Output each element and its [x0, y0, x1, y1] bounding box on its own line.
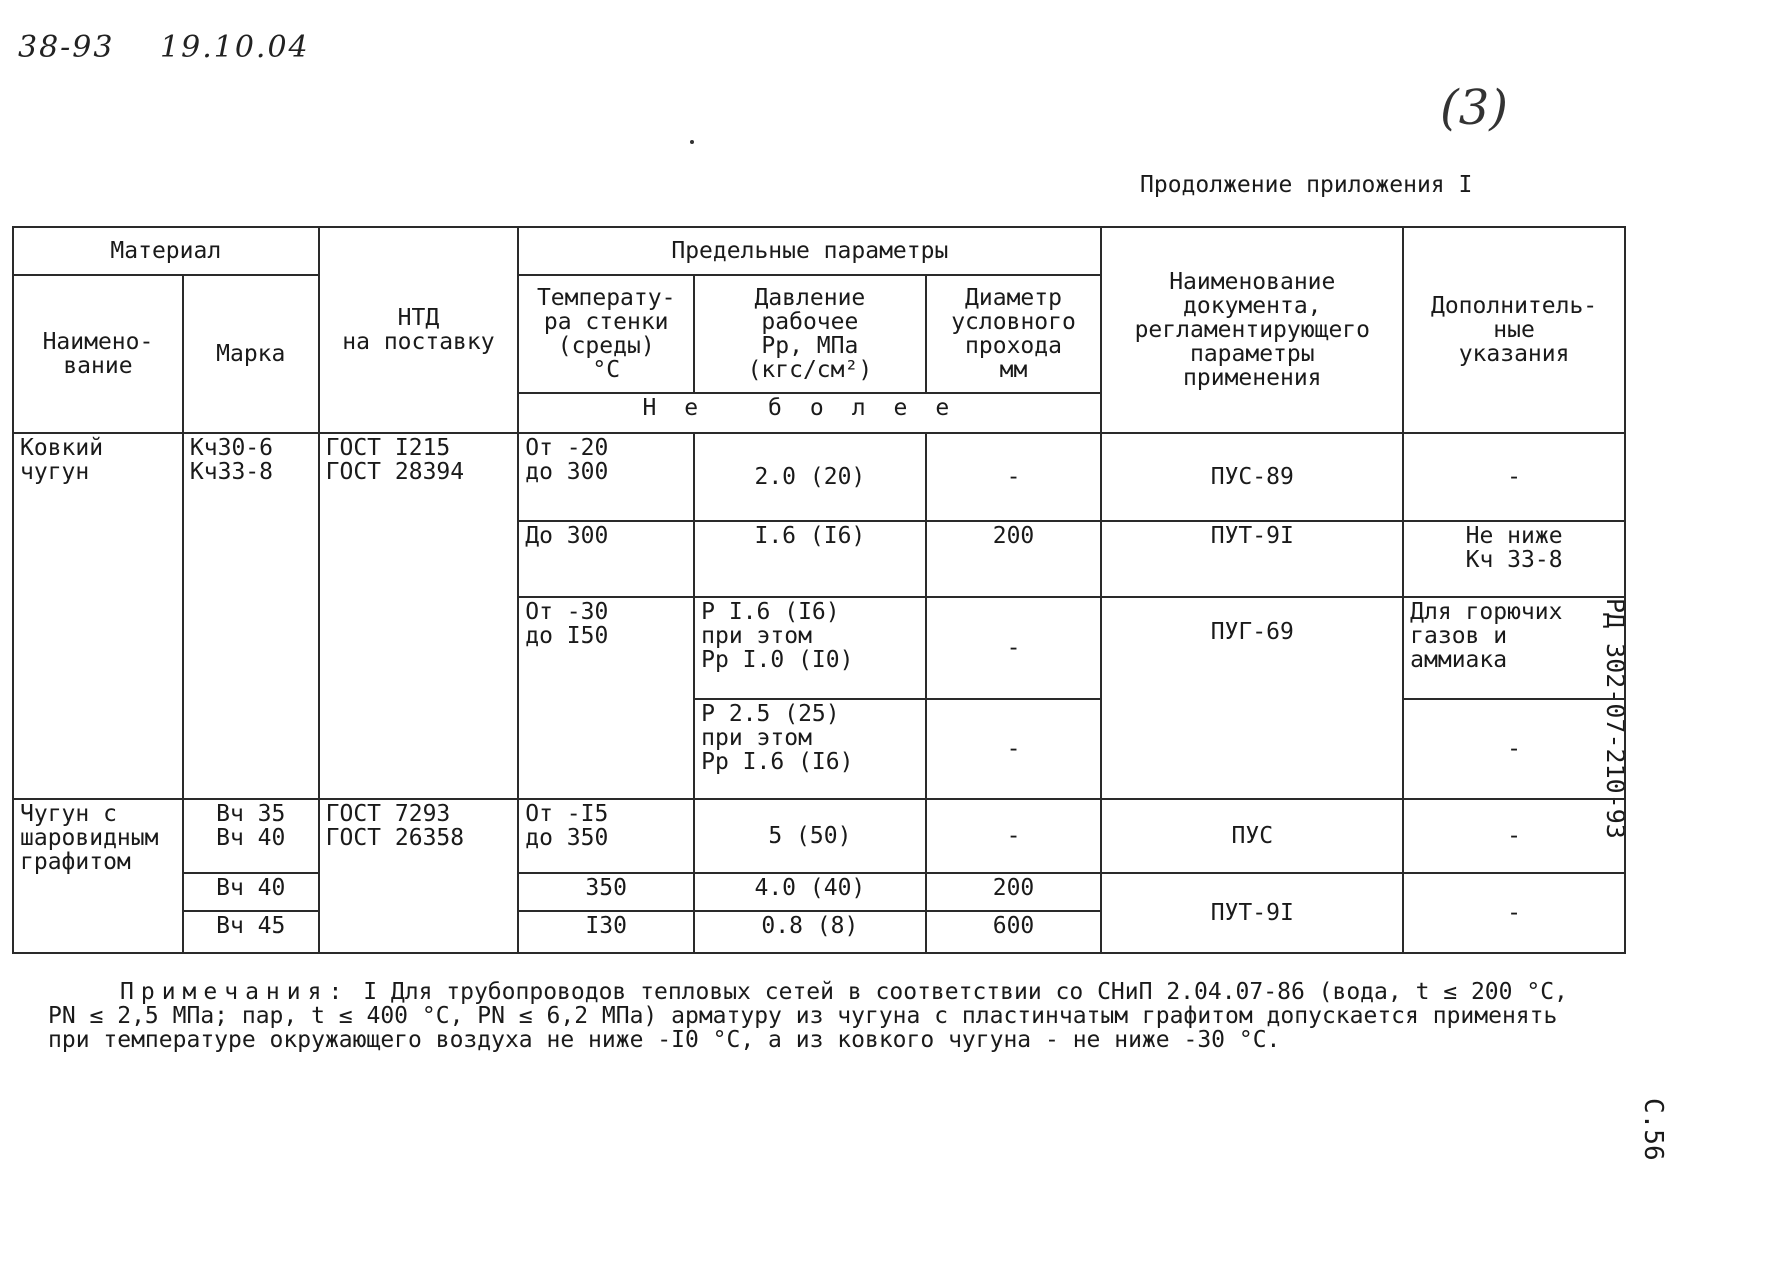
g1-row3-pressure: Р I.6 (I6) при этом Рр I.0 (I0): [694, 597, 925, 699]
g2-row1-note: -: [1403, 799, 1625, 873]
group2-name: Чугун с шаровидным графитом: [13, 799, 183, 953]
header-name: Наимено- вание: [13, 275, 183, 433]
footnote-text: I Для трубопроводов тепловых сетей в соответствии со СНиП 2.04.07-86 (вода, t ≤ 200 °С, PN ≤ 2,5 МПа; пар, t ≤ 400 °С, PN ≤ 6,2 МПа) арматуру из чугуна с пластинчатым графитом допускается применять при температуре окружающего воздуха не ниже -I0 °С, а из ковкого чугуна - не ниже -30 °С.: [48, 979, 1568, 1053]
speck-mark: [690, 140, 694, 144]
g1-row1-doc: ПУС-89: [1101, 433, 1403, 521]
header-limits: Предельные параметры: [518, 227, 1101, 275]
g1-row1-diameter: -: [926, 433, 1102, 521]
g2-row3-diameter: 600: [926, 911, 1102, 953]
group1-ntd: ГОСТ I215 ГОСТ 28394: [319, 433, 519, 799]
g1-row4-note: -: [1403, 699, 1625, 799]
header-additional: Дополнитель- ные указания: [1403, 227, 1625, 433]
handwritten-annotation: [18, 30, 344, 65]
g2-row2-doc: ПУТ-9I: [1101, 873, 1403, 953]
g2-row1-grade: Вч 35 Вч 40: [183, 799, 319, 873]
group1-grade: Кч30-6 Кч33-8: [183, 433, 319, 799]
group2-ntd: ГОСТ 7293 ГОСТ 26358: [319, 799, 519, 953]
g2-row2-pressure: 4.0 (40): [694, 873, 925, 911]
g2-row2-note: -: [1403, 873, 1625, 953]
parameters-table: [12, 226, 1626, 954]
g1-row3-doc: ПУГ-69: [1101, 597, 1403, 799]
header-grade: Марка: [183, 275, 319, 433]
header-temperature: Температу- ра стенки (среды) °С: [518, 275, 694, 393]
handwritten-code: 38-93: [18, 30, 115, 65]
g1-row3-temp: От -30 до I50: [518, 597, 694, 799]
handwritten-date: 19.10.04: [160, 30, 310, 65]
g1-row1-pressure: 2.0 (20): [694, 433, 925, 521]
g2-row3-pressure: 0.8 (8): [694, 911, 925, 953]
header-pressure: Давление рабочее Рр, МПа (кгс/см²): [694, 275, 925, 393]
g1-row3-diameter: -: [926, 597, 1102, 699]
page-number: С.56: [1638, 1098, 1668, 1161]
header-material: Материал: [13, 227, 319, 275]
footnote-lead: Примечания:: [120, 979, 350, 1005]
header-document: Наименование документа, регламентирующего параметры применения: [1101, 227, 1403, 433]
g2-row1-temp: От -I5 до 350: [518, 799, 694, 873]
header-no-more: Не более: [518, 393, 1101, 433]
g1-row2-note: Не ниже Кч 33-8: [1403, 521, 1625, 597]
g2-row2-grade: Вч 40: [183, 873, 319, 911]
g2-row1-pressure: 5 (50): [694, 799, 925, 873]
document-code-vertical: РД 302-07-210-93: [1601, 598, 1630, 839]
g1-row2-diameter: 200: [926, 521, 1102, 597]
g2-row3-grade: Вч 45: [183, 911, 319, 953]
g2-row2-temp: 350: [518, 873, 694, 911]
g1-row4-diameter: -: [926, 699, 1102, 799]
continuation-heading: Продолжение приложения I: [1140, 172, 1473, 198]
circled-page-number: (3): [1440, 80, 1508, 136]
g1-row1-temp: От -20 до 300: [518, 433, 694, 521]
footnote: [48, 980, 1608, 1052]
header-diameter: Диаметр условного прохода мм: [926, 275, 1102, 393]
g2-row1-doc: ПУС: [1101, 799, 1403, 873]
g1-row4-pressure: Р 2.5 (25) при этом Рр I.6 (I6): [694, 699, 925, 799]
header-ntd: НТД на поставку: [319, 227, 519, 433]
group1-name: Ковкий чугун: [13, 433, 183, 799]
g1-row3-note: Для горючих газов и аммиака: [1403, 597, 1625, 699]
g2-row1-diameter: -: [926, 799, 1102, 873]
g1-row2-pressure: I.6 (I6): [694, 521, 925, 597]
g1-row1-note: -: [1403, 433, 1625, 521]
g1-row2-temp: До 300: [518, 521, 694, 597]
g2-row3-temp: I30: [518, 911, 694, 953]
g1-row2-doc: ПУТ-9I: [1101, 521, 1403, 597]
g2-row2-diameter: 200: [926, 873, 1102, 911]
